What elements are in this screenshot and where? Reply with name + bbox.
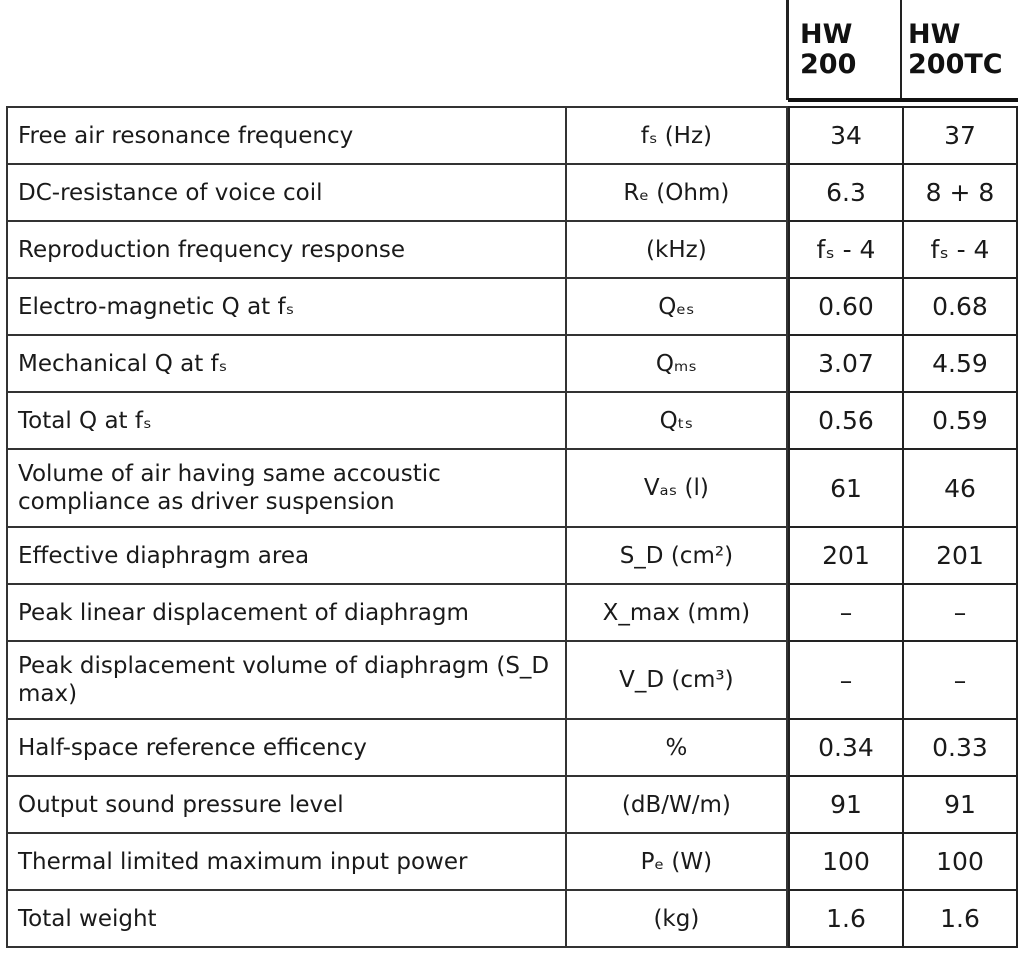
spec-row — [7, 833, 787, 890]
value-hw200: 6.3 — [789, 164, 903, 221]
value-hw200: 34 — [789, 107, 903, 164]
header-hw200tc-line2: 200TC — [908, 49, 1003, 80]
value-hw200tc: 201 — [903, 527, 1017, 584]
header-hw200-line2: 200 — [800, 49, 857, 80]
spec-unit: X_max (mm) — [566, 584, 787, 641]
spec-unit: (dB/W/m) — [566, 776, 787, 833]
value-hw200tc: 46 — [903, 449, 1017, 527]
value-hw200tc: 8 + 8 — [903, 164, 1017, 221]
value-row — [789, 449, 1017, 527]
value-row — [789, 641, 1017, 719]
spec-label: Volume of air having same accoustic compliance as driver suspension — [7, 449, 566, 527]
value-hw200: 3.07 — [789, 335, 903, 392]
spec-row — [7, 164, 787, 221]
value-hw200tc: 100 — [903, 833, 1017, 890]
value-hw200: 61 — [789, 449, 903, 527]
value-hw200: 100 — [789, 833, 903, 890]
spec-label: Electro-magnetic Q at fₛ — [7, 278, 566, 335]
value-row — [789, 392, 1017, 449]
spec-unit: Vₐₛ (l) — [566, 449, 787, 527]
spec-unit: V_D (cm³) — [566, 641, 787, 719]
spec-label: DC-resistance of voice coil — [7, 164, 566, 221]
spec-unit: Qₑₛ — [566, 278, 787, 335]
value-hw200tc: – — [903, 641, 1017, 719]
value-hw200tc: 91 — [903, 776, 1017, 833]
spec-row — [7, 221, 787, 278]
value-hw200: 0.34 — [789, 719, 903, 776]
value-hw200: 1.6 — [789, 890, 903, 947]
spec-row — [7, 641, 787, 719]
header-underline — [788, 98, 1018, 102]
value-hw200tc: 0.68 — [903, 278, 1017, 335]
spec-unit: Pₑ (W) — [566, 833, 787, 890]
header-hw200tc-line1: HW — [908, 19, 961, 50]
value-hw200: – — [789, 584, 903, 641]
spec-row — [7, 719, 787, 776]
spec-label: Half-space reference efficency — [7, 719, 566, 776]
spec-row — [7, 776, 787, 833]
spec-row — [7, 392, 787, 449]
spec-row — [7, 449, 787, 527]
header-hw200tc — [908, 20, 1018, 102]
value-hw200: – — [789, 641, 903, 719]
value-hw200: 201 — [789, 527, 903, 584]
value-row — [789, 107, 1017, 164]
value-row — [789, 890, 1017, 947]
spec-label: Peak displacement volume of diaphragm (S_D max) — [7, 641, 566, 719]
value-row — [789, 335, 1017, 392]
value-row — [789, 527, 1017, 584]
header-middle-border — [900, 0, 902, 100]
value-hw200: 91 — [789, 776, 903, 833]
value-hw200tc: 0.33 — [903, 719, 1017, 776]
spec-label: Effective diaphragm area — [7, 527, 566, 584]
spec-label: Thermal limited maximum input power — [7, 833, 566, 890]
spec-label: Total Q at fₛ — [7, 392, 566, 449]
spec-row — [7, 107, 787, 164]
value-hw200tc: fₛ - 4 — [903, 221, 1017, 278]
spec-unit: fₛ (Hz) — [566, 107, 787, 164]
value-hw200tc: – — [903, 584, 1017, 641]
spec-value-table — [788, 106, 1018, 948]
spec-unit: Qₘₛ — [566, 335, 787, 392]
spec-unit: Rₑ (Ohm) — [566, 164, 787, 221]
spec-unit: % — [566, 719, 787, 776]
spec-unit: S_D (cm²) — [566, 527, 787, 584]
value-hw200tc: 4.59 — [903, 335, 1017, 392]
spec-label: Free air resonance frequency — [7, 107, 566, 164]
spec-unit: (kHz) — [566, 221, 787, 278]
spec-label: Total weight — [7, 890, 566, 947]
spec-label: Output sound pressure level — [7, 776, 566, 833]
spec-unit: Qₜₛ — [566, 392, 787, 449]
header-hw200 — [800, 20, 900, 102]
spec-row — [7, 335, 787, 392]
spec-row — [7, 584, 787, 641]
value-row — [789, 833, 1017, 890]
spec-row — [7, 527, 787, 584]
spec-label: Mechanical Q at fₛ — [7, 335, 566, 392]
spec-row — [7, 278, 787, 335]
value-row — [789, 776, 1017, 833]
spec-label: Reproduction frequency response — [7, 221, 566, 278]
value-row — [789, 278, 1017, 335]
spec-label: Peak linear displacement of diaphragm — [7, 584, 566, 641]
spec-row — [7, 890, 787, 947]
value-hw200: 0.56 — [789, 392, 903, 449]
value-hw200tc: 1.6 — [903, 890, 1017, 947]
value-row — [789, 221, 1017, 278]
spec-label-table — [6, 106, 788, 948]
spec-unit: (kg) — [566, 890, 787, 947]
value-hw200: fₛ - 4 — [789, 221, 903, 278]
value-row — [789, 584, 1017, 641]
header-left-border — [786, 0, 789, 100]
value-hw200: 0.60 — [789, 278, 903, 335]
value-row — [789, 719, 1017, 776]
header-hw200-line1: HW — [800, 19, 853, 50]
value-hw200tc: 37 — [903, 107, 1017, 164]
value-row — [789, 164, 1017, 221]
value-hw200tc: 0.59 — [903, 392, 1017, 449]
